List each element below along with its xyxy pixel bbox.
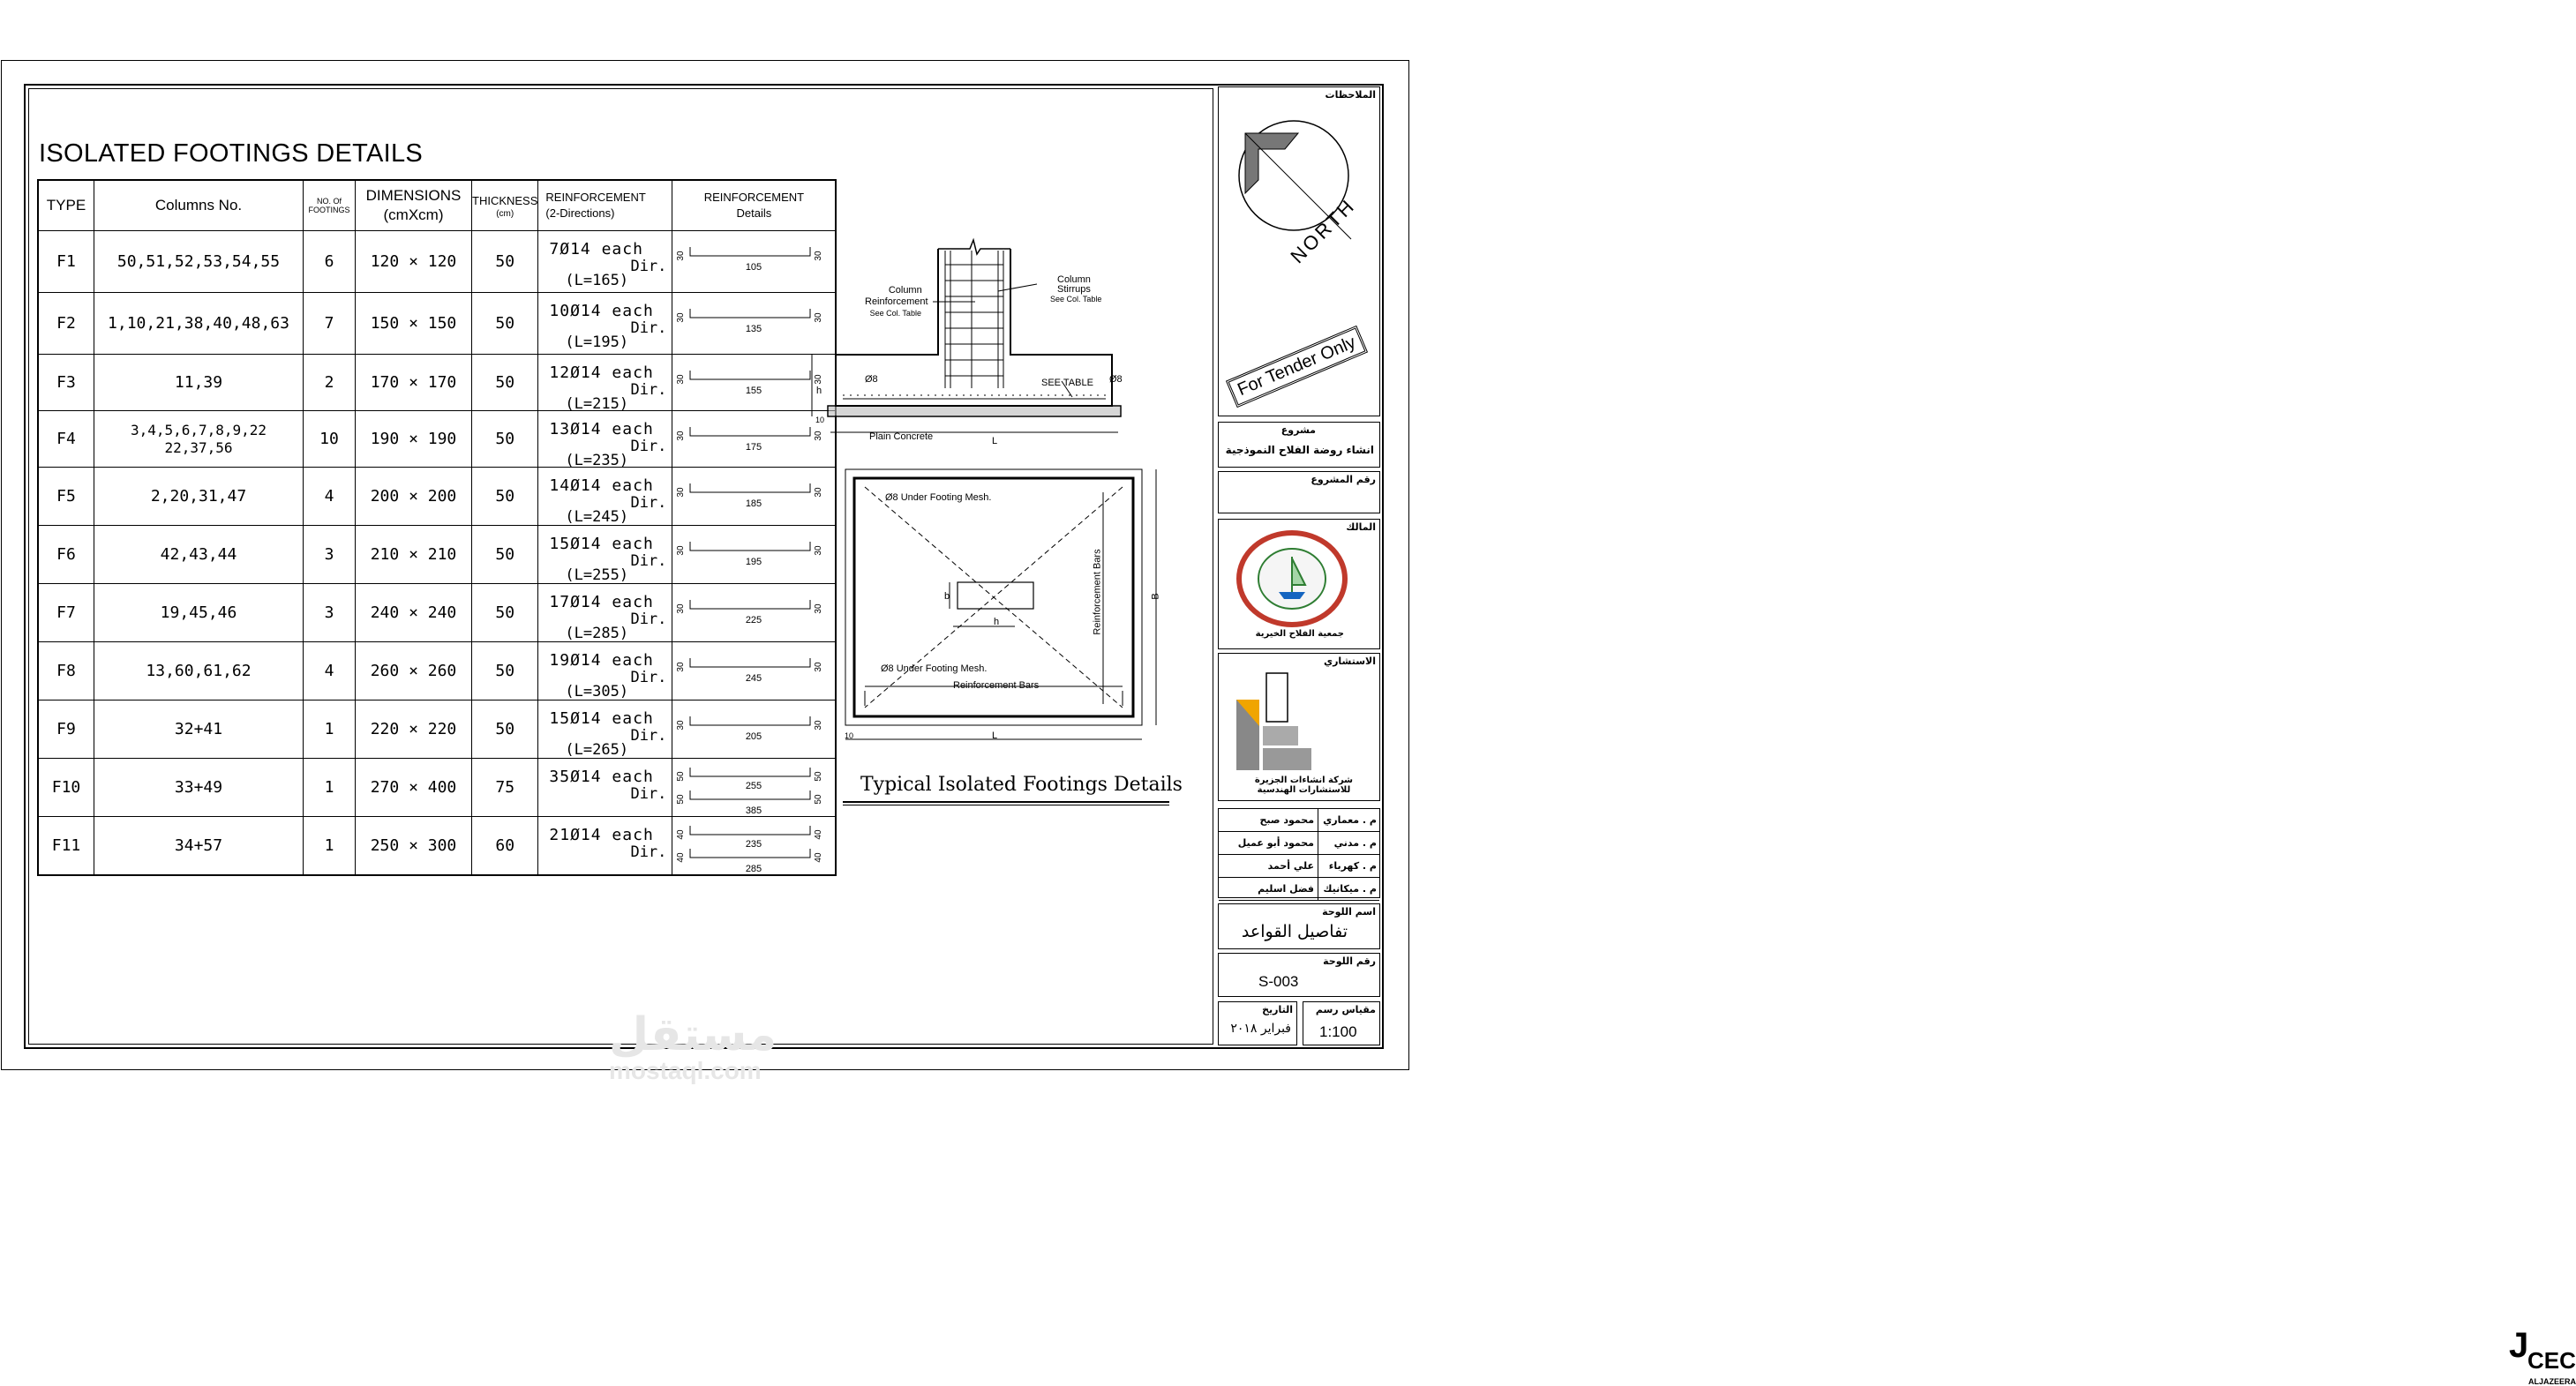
cell-reinforcement xyxy=(538,642,672,700)
plan-l-label: L xyxy=(992,730,998,741)
cell-footing-count: 2 xyxy=(304,355,356,411)
rebar-hook-left-length: 40 xyxy=(676,852,687,863)
cell-footing-count: 10 xyxy=(304,411,356,468)
table-row xyxy=(38,584,836,642)
engineer-row xyxy=(1219,832,1379,855)
cell-type: F4 xyxy=(38,411,94,468)
cell-columns: 1,10,21,38,40,48,63 xyxy=(94,293,304,355)
rebar-hook-right-length: 30 xyxy=(814,374,824,385)
project-name: انشاء روضة الفلاح النموذجية xyxy=(1225,444,1374,456)
header-reinforcement: REINFORCEMENT (2-Directions) xyxy=(538,180,672,231)
cell-dimensions: 210 × 210 xyxy=(356,526,472,584)
engineer-name: علي أحمد xyxy=(1267,860,1314,872)
reinf-length: (L=305) xyxy=(565,683,629,700)
plan-dim-10: 10 xyxy=(845,731,854,740)
reinf-bars: 15Ø14 each xyxy=(549,709,654,728)
reinf-bars-horizontal-label: Reinforcement Bars xyxy=(953,680,1040,691)
reinf-bars: 21Ø14 each xyxy=(549,826,654,844)
reinf-length: (L=235) xyxy=(565,452,629,469)
reinf-direction: Dir. xyxy=(630,843,667,861)
plain-concrete-label: Plain Concrete xyxy=(869,431,934,442)
engineer-row xyxy=(1219,855,1379,878)
rebar-straight-length: 105 xyxy=(746,262,762,273)
rebar-straight-length: 245 xyxy=(746,673,762,684)
table-row xyxy=(38,355,836,411)
reinf-bars: 13Ø14 each xyxy=(549,420,654,438)
reinf-direction: Dir. xyxy=(630,611,667,628)
table-row xyxy=(38,411,836,468)
reinf-length: (L=255) xyxy=(565,566,629,584)
cell-reinforcement-detail xyxy=(672,759,837,817)
cell-thickness: 75 xyxy=(472,759,538,817)
section-l-label: L xyxy=(992,436,998,446)
reinf-direction: Dir. xyxy=(630,258,667,275)
cell-footing-count: 6 xyxy=(304,231,356,293)
cell-dimensions: 190 × 190 xyxy=(356,411,472,468)
cell-footing-count: 1 xyxy=(304,817,356,875)
cell-columns: 32+41 xyxy=(94,700,304,759)
reinf-direction: Dir. xyxy=(630,669,667,686)
footings-table xyxy=(37,179,837,876)
cell-columns: 34+57 xyxy=(94,817,304,875)
rebar-straight-length: 225 xyxy=(746,615,762,626)
rebar-straight-length: 155 xyxy=(746,386,762,396)
table-row xyxy=(38,817,836,875)
d8-left-label: Ø8 xyxy=(865,374,878,385)
section-h-label: h xyxy=(816,386,822,396)
sheet-scale: 1:100 xyxy=(1319,1023,1357,1040)
rebar-hook-right-length: 30 xyxy=(814,545,824,556)
engineer-row xyxy=(1219,809,1379,832)
sheet-date: فبراير ٢٠١٨ xyxy=(1230,1022,1291,1036)
table-row xyxy=(38,759,836,817)
cell-columns: 19,45,46 xyxy=(94,584,304,642)
cell-type: F3 xyxy=(38,355,94,411)
cell-dimensions: 200 × 200 xyxy=(356,468,472,526)
reinf-direction: Dir. xyxy=(630,319,667,337)
engineer-name: محمود صبح xyxy=(1259,814,1314,826)
caption-underline xyxy=(843,801,1169,805)
reinf-length: (L=195) xyxy=(565,333,629,351)
cell-columns: 42,43,44 xyxy=(94,526,304,584)
reinf-direction: Dir. xyxy=(630,494,667,512)
reinf-direction: Dir. xyxy=(630,552,667,570)
rebar-second-length: 285 xyxy=(746,864,762,874)
owner-logo-icon xyxy=(1236,530,1348,627)
watermark-latin: mostaql.com xyxy=(609,1057,762,1084)
engineer-role: م . معماري xyxy=(1318,809,1379,831)
rebar-bar-line xyxy=(690,371,810,379)
cell-type: F1 xyxy=(38,231,94,293)
cell-columns: 3,4,5,6,7,8,9,22 22,37,56 xyxy=(94,411,304,468)
cell-reinforcement xyxy=(538,468,672,526)
header-no-footings: NO. Of FOOTINGS xyxy=(304,180,356,231)
date-box: التاريخ فبراير ٢٠١٨ xyxy=(1218,1001,1297,1045)
cell-reinforcement-detail xyxy=(672,584,837,642)
rebar-detail-sketch xyxy=(672,817,835,875)
cell-reinforcement xyxy=(538,411,672,468)
d8-right-label: Ø8 xyxy=(1109,374,1123,385)
rebar-detail-sketch xyxy=(672,468,835,526)
rebar-bar-line xyxy=(690,826,810,835)
table-row xyxy=(38,700,836,759)
footing-section-drawing xyxy=(799,229,1160,450)
tender-stamp: For Tender Only xyxy=(1226,326,1368,408)
engineer-name: فضل اسليم xyxy=(1258,883,1314,895)
cell-dimensions: 250 × 300 xyxy=(356,817,472,875)
engineers-list xyxy=(1219,809,1379,901)
cell-thickness: 50 xyxy=(472,584,538,642)
rebar-hook-left-length: 30 xyxy=(676,251,687,261)
sheet-name: تفاصيل القواعد xyxy=(1241,922,1348,941)
cell-reinforcement xyxy=(538,759,672,817)
rebar-hook-right-length: 30 xyxy=(814,251,824,261)
engineer-role: م . كهرباء xyxy=(1318,855,1379,877)
sheet-title: ISOLATED FOOTINGS DETAILS xyxy=(39,139,424,168)
plan-h-small: h xyxy=(994,617,1000,627)
reinf-direction: Dir. xyxy=(630,381,667,399)
rebar-second-length: 385 xyxy=(746,805,762,816)
sheet-number: S-003 xyxy=(1258,973,1299,990)
rebar-hook-right-length: 30 xyxy=(814,720,824,730)
engineer-row xyxy=(1219,878,1379,901)
drawing-caption: Typical Isolated Footings Details xyxy=(860,774,1183,796)
rebar-hook-right-length: 30 xyxy=(814,312,824,323)
cell-thickness: 50 xyxy=(472,468,538,526)
engineer-name: محمود أبو عميل xyxy=(1237,837,1314,849)
notes-box: الملاحظات NORTH For Tender Only xyxy=(1218,86,1380,416)
rebar-hook-left-length: 50 xyxy=(676,794,687,805)
rebar-hook-left-length: 30 xyxy=(676,603,687,614)
rebar-straight-length: 135 xyxy=(746,324,762,334)
footing-plan-drawing xyxy=(838,466,1174,748)
rebar-bar-line xyxy=(690,542,810,551)
reinf-direction: Dir. xyxy=(630,438,667,455)
cell-thickness: 50 xyxy=(472,526,538,584)
cell-thickness: 50 xyxy=(472,231,538,293)
sheet-name-box: اسم اللوحة تفاصيل القواعد xyxy=(1218,903,1380,949)
cell-type: F2 xyxy=(38,293,94,355)
cell-dimensions: 260 × 260 xyxy=(356,642,472,700)
cell-reinforcement-detail xyxy=(672,468,837,526)
rebar-hook-right-length: 40 xyxy=(814,852,824,863)
plan-b-small: b xyxy=(944,591,950,602)
rebar-bar-line xyxy=(690,483,810,492)
cell-thickness: 50 xyxy=(472,293,538,355)
cell-footing-count: 4 xyxy=(304,642,356,700)
cell-type: F11 xyxy=(38,817,94,875)
reinf-length: (L=215) xyxy=(565,395,629,413)
cell-thickness: 50 xyxy=(472,411,538,468)
reinf-bars: 15Ø14 each xyxy=(549,535,654,553)
rebar-hook-left-length: 30 xyxy=(676,545,687,556)
consultant-logo-icon xyxy=(1236,673,1360,770)
table-header-row xyxy=(38,180,836,231)
header-type: TYPE xyxy=(38,180,94,231)
rebar-bar-line xyxy=(690,790,810,799)
rebar-hook-left-length: 50 xyxy=(676,771,687,782)
plain-concrete-hatch xyxy=(829,407,1120,416)
reinf-length: (L=285) xyxy=(565,625,629,642)
cell-type: F8 xyxy=(38,642,94,700)
reinf-bars-vertical-label: Reinforcement Bars xyxy=(1092,549,1103,635)
sheet-number-box: رقم اللوحة S-003 xyxy=(1218,953,1380,997)
column-stirrups-note: Column Stirrups See Col. Table xyxy=(1050,274,1102,303)
rebar-hook-left-length: 30 xyxy=(676,487,687,498)
cell-footing-count: 7 xyxy=(304,293,356,355)
cell-reinforcement-detail xyxy=(672,700,837,759)
cell-type: F7 xyxy=(38,584,94,642)
rebar-hook-right-length: 50 xyxy=(814,771,824,782)
cell-type: F10 xyxy=(38,759,94,817)
owner-name: جمعية الفلاح الخيرية xyxy=(1255,629,1344,639)
engineers-box xyxy=(1218,808,1380,898)
reinf-length: (L=165) xyxy=(565,272,629,289)
reinf-bars: 19Ø14 each xyxy=(549,651,654,670)
rebar-detail-sketch xyxy=(672,642,835,700)
rebar-bar-line xyxy=(690,716,810,725)
rebar-bar-line xyxy=(690,247,810,256)
rebar-bar-line xyxy=(690,849,810,858)
project-box: مشروع انشاء روضة الفلاح النموذجية xyxy=(1218,422,1380,468)
reinf-bars: 35Ø14 each xyxy=(549,768,654,786)
rebar-bar-line xyxy=(690,427,810,436)
cell-footing-count: 1 xyxy=(304,759,356,817)
table-row xyxy=(38,293,836,355)
rebar-bar-line xyxy=(690,768,810,776)
rebar-hook-left-length: 30 xyxy=(676,312,687,323)
rebar-hook-right-length: 30 xyxy=(814,662,824,672)
reinf-length: (L=245) xyxy=(565,508,629,526)
reinf-bars: 14Ø14 each xyxy=(549,476,654,495)
reinf-direction: Dir. xyxy=(630,785,667,803)
rebar-straight-length: 255 xyxy=(746,781,762,791)
see-table-label: SEE TABLE xyxy=(1041,378,1093,388)
cell-reinforcement xyxy=(538,700,672,759)
cell-dimensions: 120 × 120 xyxy=(356,231,472,293)
rebar-bar-line xyxy=(690,600,810,609)
cell-type: F9 xyxy=(38,700,94,759)
cell-dimensions: 240 × 240 xyxy=(356,584,472,642)
reinf-bars: 10Ø14 each xyxy=(549,302,654,320)
consultant-brand: ALJAZEERA xyxy=(2528,1377,2576,1386)
consultant-box: الاستشاري J CEC ALJAZEERA شركة انشاءات الجزيرة للاستشارات الهندسية xyxy=(1218,653,1380,801)
cell-columns: 2,20,31,47 xyxy=(94,468,304,526)
table-body xyxy=(38,231,836,875)
rebar-bar-line xyxy=(690,658,810,667)
project-number-box: رقم المشروع xyxy=(1218,471,1380,513)
cell-columns: 11,39 xyxy=(94,355,304,411)
rebar-straight-length: 235 xyxy=(746,839,762,850)
rebar-detail-sketch xyxy=(672,526,835,584)
scale-box: مقياس رسم 1:100 xyxy=(1303,1001,1380,1045)
engineer-role: م . مدني xyxy=(1318,832,1379,854)
rebar-hook-right-length: 40 xyxy=(814,829,824,840)
header-columns: Columns No. xyxy=(94,180,304,231)
mesh-bottom-label: Ø8 Under Footing Mesh. xyxy=(881,663,988,674)
table-row xyxy=(38,642,836,700)
cell-footing-count: 3 xyxy=(304,584,356,642)
rebar-hook-right-length: 50 xyxy=(814,794,824,805)
column-reinforcement-note: Column Reinforcement See Col. Table xyxy=(865,285,928,318)
cell-reinforcement-detail xyxy=(672,526,837,584)
cell-thickness: 50 xyxy=(472,700,538,759)
reinf-length: (L=265) xyxy=(565,741,629,759)
cell-type: F6 xyxy=(38,526,94,584)
cell-reinforcement xyxy=(538,231,672,293)
cell-columns: 33+49 xyxy=(94,759,304,817)
rebar-hook-left-length: 30 xyxy=(676,374,687,385)
rebar-straight-length: 185 xyxy=(746,498,762,509)
rebar-hook-left-length: 40 xyxy=(676,829,687,840)
cell-reinforcement-detail xyxy=(672,817,837,875)
consultant-logo-letter: J xyxy=(2509,1326,2529,1365)
engineer-role: م . ميكانيك xyxy=(1318,878,1379,900)
reinf-bars: 7Ø14 each xyxy=(549,240,643,258)
rebar-hook-right-length: 30 xyxy=(814,603,824,614)
cell-footing-count: 4 xyxy=(304,468,356,526)
rebar-straight-length: 205 xyxy=(746,731,762,742)
watermark-arabic: مستقل xyxy=(609,1008,777,1061)
north-label: NORTH xyxy=(1286,193,1360,268)
cell-footing-count: 3 xyxy=(304,526,356,584)
header-dimensions: DIMENSIONS (cmXcm) xyxy=(356,180,472,231)
reinf-bars: 17Ø14 each xyxy=(549,593,654,611)
rebar-bar-line xyxy=(690,309,810,318)
rebar-detail-sketch xyxy=(672,759,835,817)
rebar-detail-sketch xyxy=(672,584,835,642)
reinf-bars: 12Ø14 each xyxy=(549,363,654,382)
rebar-detail-sketch xyxy=(672,700,835,759)
cell-thickness: 60 xyxy=(472,817,538,875)
rebar-straight-length: 175 xyxy=(746,442,762,453)
cell-reinforcement xyxy=(538,817,672,875)
cell-reinforcement xyxy=(538,584,672,642)
cell-dimensions: 270 × 400 xyxy=(356,759,472,817)
cell-reinforcement xyxy=(538,355,672,411)
table-row xyxy=(38,526,836,584)
rebar-hook-left-length: 30 xyxy=(676,431,687,441)
cell-reinforcement xyxy=(538,526,672,584)
cell-columns: 50,51,52,53,54,55 xyxy=(94,231,304,293)
consultant-logo-text: CEC xyxy=(2527,1347,2576,1374)
header-thickness: THICKNESS (cm) xyxy=(472,180,538,231)
header-reinforcement-details: REINFORCEMENT Details xyxy=(672,180,837,231)
cell-thickness: 50 xyxy=(472,642,538,700)
table-row xyxy=(38,468,836,526)
cell-dimensions: 170 × 170 xyxy=(356,355,472,411)
cell-reinforcement xyxy=(538,293,672,355)
rebar-hook-right-length: 30 xyxy=(814,431,824,441)
rebar-straight-length: 195 xyxy=(746,557,762,567)
cell-thickness: 50 xyxy=(472,355,538,411)
reinf-direction: Dir. xyxy=(630,727,667,745)
cell-dimensions: 150 × 150 xyxy=(356,293,472,355)
cell-footing-count: 1 xyxy=(304,700,356,759)
rebar-hook-left-length: 30 xyxy=(676,662,687,672)
mesh-top-label: Ø8 Under Footing Mesh. xyxy=(885,492,992,503)
cell-type: F5 xyxy=(38,468,94,526)
cell-dimensions: 220 × 220 xyxy=(356,700,472,759)
rebar-hook-right-length: 30 xyxy=(814,487,824,498)
plan-b-label: B xyxy=(1150,593,1161,600)
cell-columns: 13,60,61,62 xyxy=(94,642,304,700)
table-row xyxy=(38,231,836,293)
section-dim-10: 10 xyxy=(815,416,825,424)
rebar-hook-left-length: 30 xyxy=(676,720,687,730)
cell-reinforcement-detail xyxy=(672,642,837,700)
consultant-name: شركة انشاءات الجزيرة للاستشارات الهندسية xyxy=(1254,775,1353,795)
owner-box: المالك جمعية الفلاح الخيرية xyxy=(1218,519,1380,649)
